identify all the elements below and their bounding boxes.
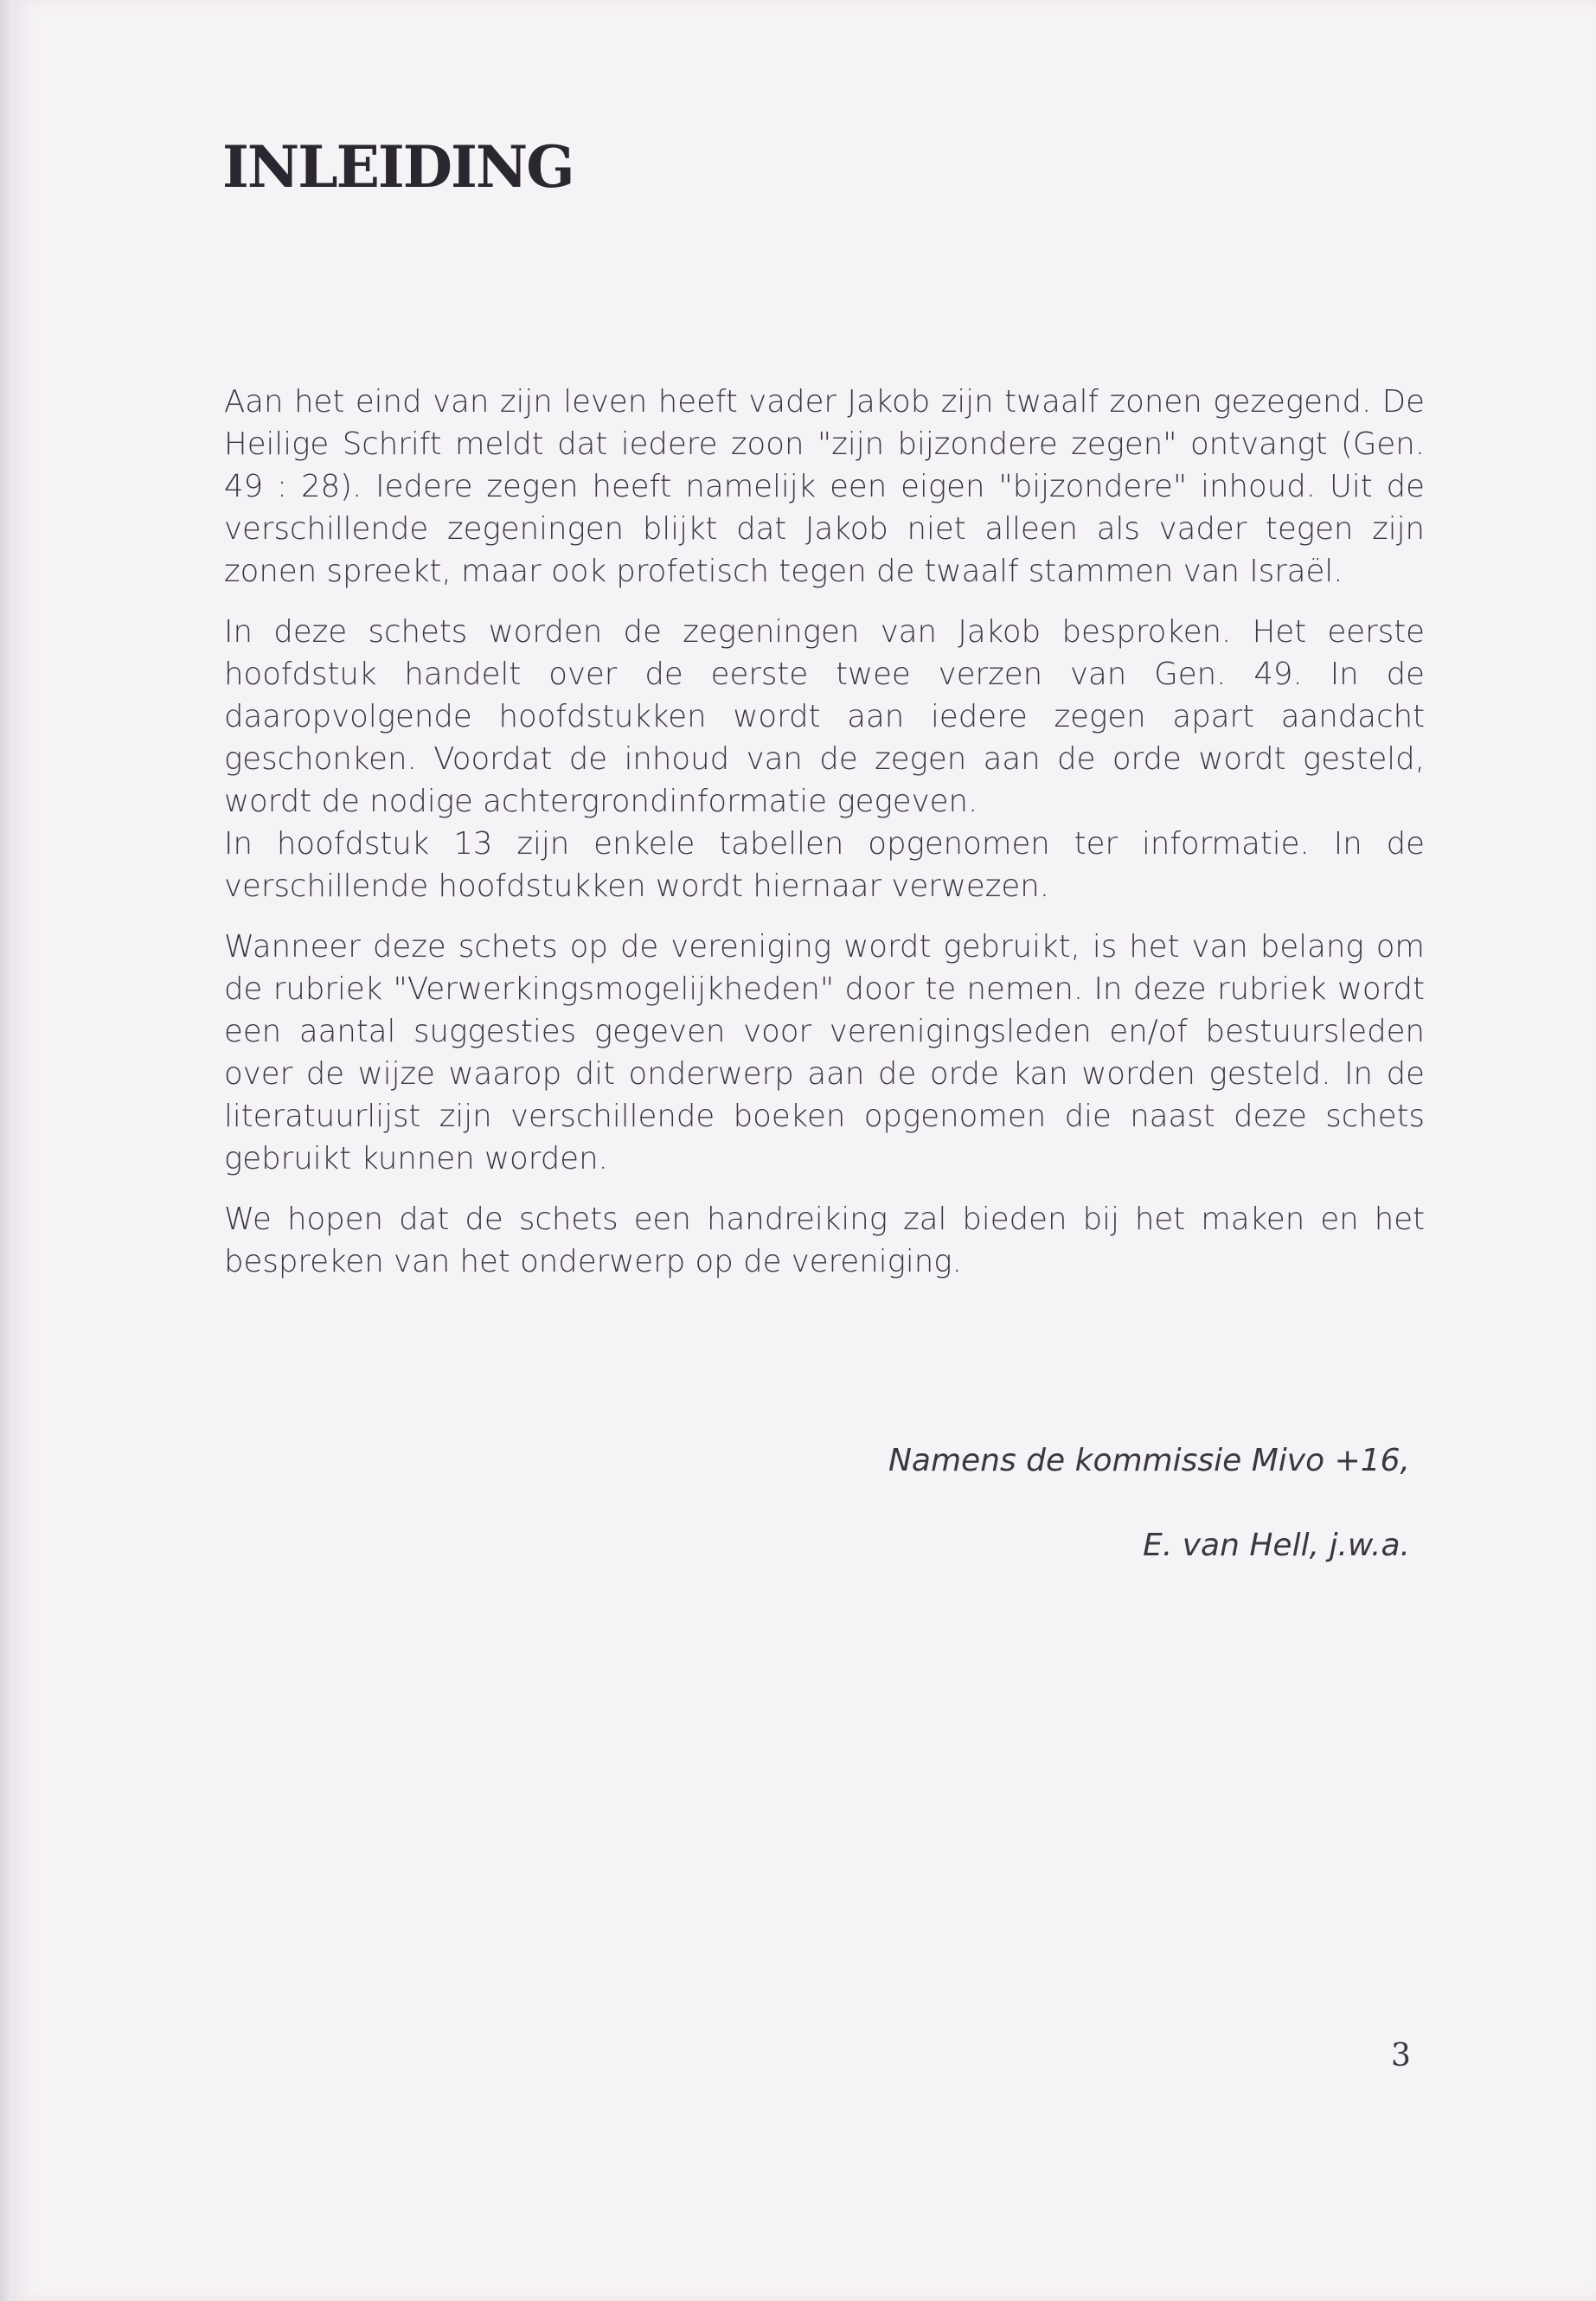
signature-author: E. van Hell, j.w.a. xyxy=(1143,1528,1410,1563)
paragraph-4: Wanneer deze schets op de vereniging wordt gebruikt, is het van belang om de rubriek "Verwerkingsmogelijkheden" door te nemen. In deze rubriek wordt een aantal suggesties gegeven voor verenigingsleden en/of bestuursleden over de wijze waarop dit onderwerp aan de orde kan worden gesteld. In de literatuurlijst zijn verschillende boeken opgenomen die naast deze schets gebruikt kunnen worden. xyxy=(224,929,1425,1176)
page-number: 3 xyxy=(1391,2038,1411,2073)
signature-committee: Namens de kommissie Mivo +16, xyxy=(888,1443,1410,1478)
paragraph-1: Aan het eind van zijn leven heeft vader Jakob zijn twaalf zonen gezegend. De Heilige Schrift meldt dat iedere zoon "zijn bijzondere zegen" ontvangt (Gen. 49 : 28). Iedere zegen heeft namelijk een eigen "bijzondere" inhoud. Uit de verschillende zegeningen blijkt dat Jakob niet alleen als vader tegen zijn zonen spreekt, maar ook profetisch tegen de twaalf stammen van Israël. xyxy=(224,384,1425,589)
document-page xyxy=(12,0,1596,2301)
page-title: INLEIDING xyxy=(222,133,574,201)
body-text xyxy=(224,381,1425,1283)
paragraph-2: In deze schets worden de zegeningen van Jakob besproken. Het eerste hoofdstuk handelt over de eerste twee verzen van Gen. 49. In de daaropvolgende hoofdstukken wordt aan iedere zegen apart aandacht geschonken. Voordat de inhoud van de zegen aan de orde wordt gesteld, wordt de nodige achtergrondinformatie gegeven. xyxy=(224,614,1425,819)
paragraph-5: We hopen dat de schets een handreiking zal bieden bij het maken en het bespreken van het onderwerp op de vereniging. xyxy=(224,1202,1425,1279)
page-edge xyxy=(0,0,12,2301)
paragraph-3: In hoofdstuk 13 zijn enkele tabellen opgenomen ter informatie. In de verschillende hoofdstukken wordt hiernaar verwezen. xyxy=(224,826,1425,904)
